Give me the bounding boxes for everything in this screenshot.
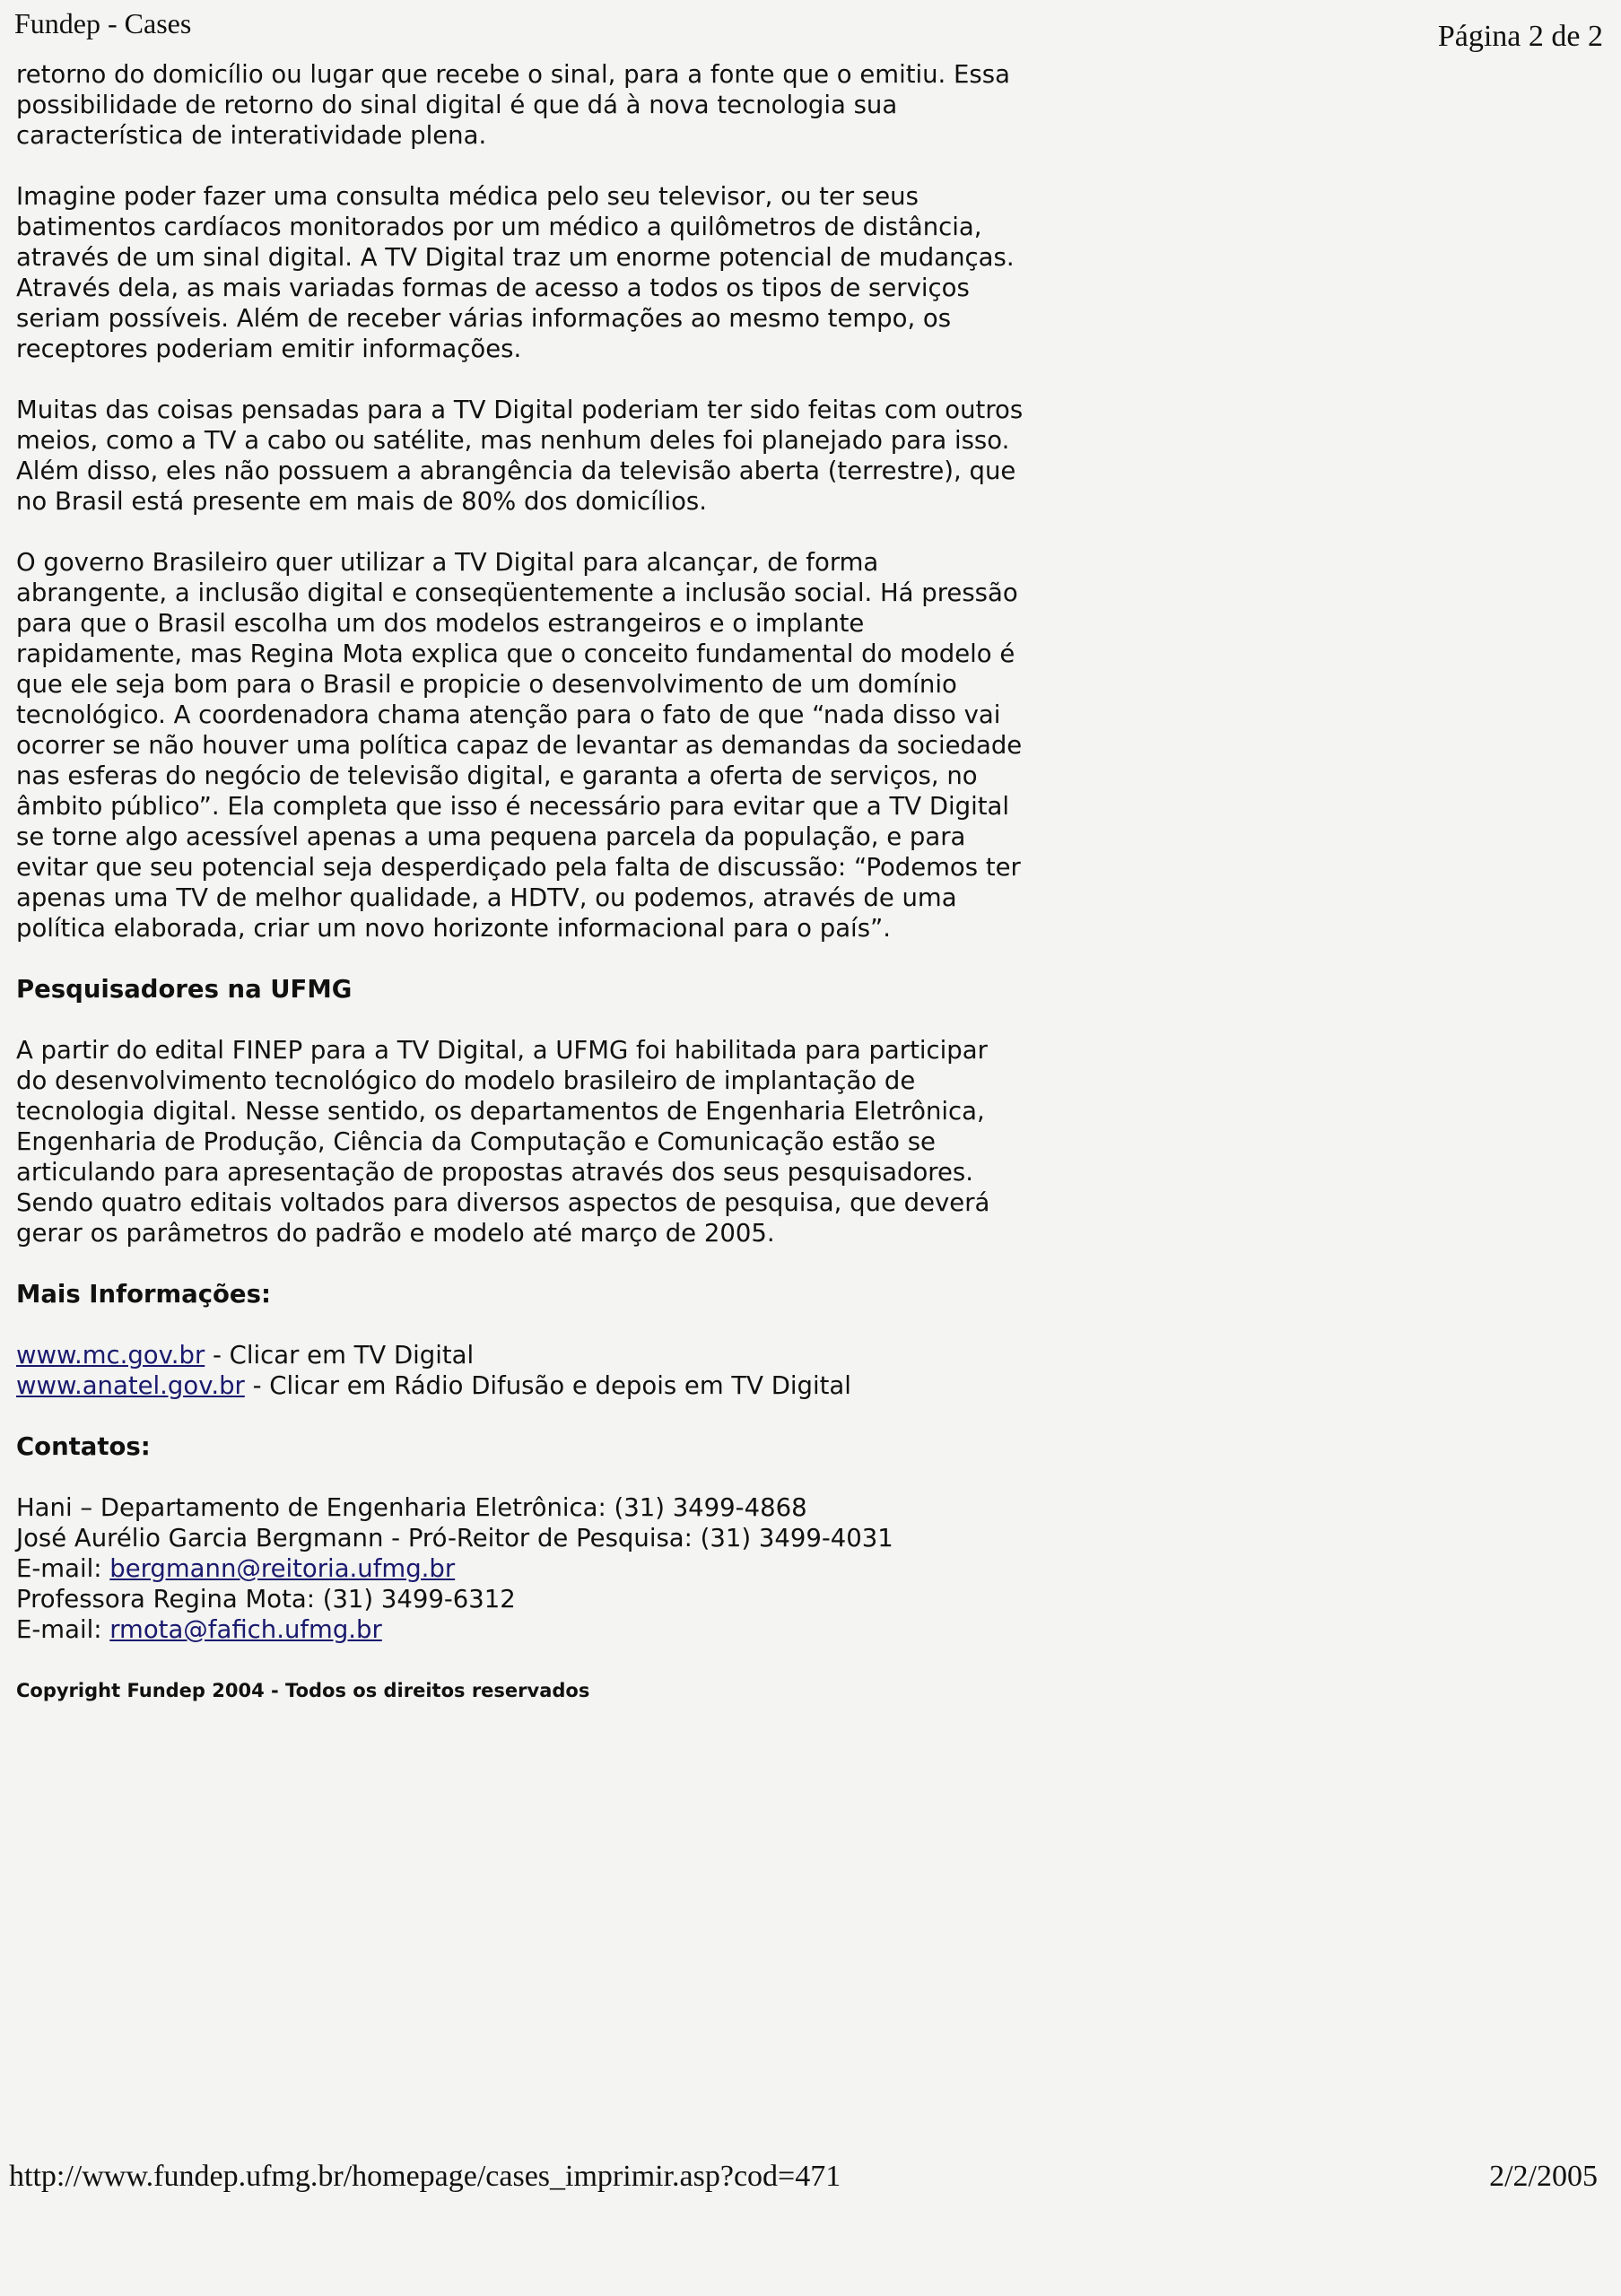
section-heading-ufmg: Pesquisadores na UFMG bbox=[16, 975, 353, 1004]
text-line: ocorrer se não houver uma política capaz de levantar as demandas da sociedade bbox=[16, 731, 1023, 760]
text-line: possibilidade de retorno do sinal digital é que dá à nova tecnologia sua bbox=[16, 91, 898, 119]
email-link-rmota[interactable]: rmota@fafich.ufmg.br bbox=[109, 1615, 382, 1644]
paragraph-4 bbox=[16, 547, 1075, 944]
text-line: apenas uma TV de melhor qualidade, a HDTV, ou podemos, através de uma bbox=[16, 883, 957, 912]
text-line: característica de interatividade plena. bbox=[16, 121, 487, 150]
text-line: que ele seja bom para o Brasil e propicie o desenvolvimento de um domínio bbox=[16, 670, 957, 699]
text-line: tecnológico. A coordenadora chama atenção para o fato de que “nada disso vai bbox=[16, 700, 1001, 729]
text-line: para que o Brasil escolha um dos modelos estrangeiros e o implante bbox=[16, 609, 865, 638]
contact-line: Professora Regina Mota: (31) 3499-6312 bbox=[16, 1585, 516, 1613]
text-line: abrangente, a inclusão digital e conseqüentemente a inclusão social. Há pressão bbox=[16, 578, 1018, 607]
text-line: evitar que seu potencial seja desperdiçado pela falta de discussão: “Podemos ter bbox=[16, 853, 1021, 882]
text-line: política elaborada, criar um novo horizonte informacional para o país”. bbox=[16, 914, 892, 943]
text-line: Sendo quatro editais voltados para diversos aspectos de pesquisa, que deverá bbox=[16, 1188, 990, 1217]
document-title: Fundep - Cases bbox=[14, 7, 192, 39]
text-line: batimentos cardíacos monitorados por um médico a quilômetros de distância, bbox=[16, 213, 982, 241]
text-line: meios, como a TV a cabo ou satélite, mas nenhum deles foi planejado para isso. bbox=[16, 426, 1010, 455]
email-label: E-mail: bbox=[16, 1615, 110, 1644]
text-line: Muitas das coisas pensadas para a TV Digital poderiam ter sido feitas com outros bbox=[16, 396, 1024, 424]
text-line: tecnologia digital. Nesse sentido, os departamentos de Engenharia Eletrônica, bbox=[16, 1097, 985, 1126]
email-link-bergmann[interactable]: bergmann@reitoria.ufmg.br bbox=[109, 1554, 456, 1583]
email-line bbox=[16, 1614, 1075, 1645]
contacts-block bbox=[16, 1492, 1075, 1645]
email-line bbox=[16, 1553, 1075, 1584]
paragraph-5 bbox=[16, 1035, 1075, 1248]
text-line: Engenharia de Produção, Ciência da Computação e Comunicação estão se bbox=[16, 1127, 936, 1156]
mc-gov-link[interactable]: www.mc.gov.br bbox=[16, 1341, 205, 1370]
paragraph-3 bbox=[16, 395, 1075, 517]
text-line: articulando para apresentação de propostas através dos seus pesquisadores. bbox=[16, 1158, 973, 1187]
text-line: através de um sinal digital. A TV Digital traz um enorme potencial de mudanças. bbox=[16, 243, 1015, 272]
contact-line: José Aurélio Garcia Bergmann - Pró-Reitor de Pesquisa: (31) 3499-4031 bbox=[16, 1524, 893, 1552]
link-line-mc bbox=[16, 1340, 1075, 1370]
text-line: O governo Brasileiro quer utilizar a TV Digital para alcançar, de forma bbox=[16, 548, 879, 577]
text-line: se torne algo acessível apenas a uma pequena parcela da população, e para bbox=[16, 822, 966, 851]
text-line: Além disso, eles não possuem a abrangência da televisão aberta (terrestre), que bbox=[16, 457, 1016, 485]
text-line: âmbito público”. Ela completa que isso é necessário para evitar que a TV Digital bbox=[16, 792, 1010, 821]
footer-url: http://www.fundep.ufmg.br/homepage/cases_imprimir.asp?cod=471 bbox=[9, 2160, 841, 2193]
footer-date: 2/2/2005 bbox=[1489, 2160, 1598, 2193]
paragraph-2 bbox=[16, 181, 1075, 364]
link-line-anatel bbox=[16, 1370, 1075, 1401]
paragraph-1 bbox=[16, 59, 1075, 151]
link-description: - Clicar em TV Digital bbox=[205, 1341, 475, 1370]
text-line: no Brasil está presente em mais de 80% dos domicílios. bbox=[16, 487, 707, 516]
anatel-gov-link[interactable]: www.anatel.gov.br bbox=[16, 1371, 245, 1400]
text-line: A partir do edital FINEP para a TV Digital, a UFMG foi habilitada para participar bbox=[16, 1036, 988, 1065]
email-label: E-mail: bbox=[16, 1554, 110, 1583]
text-line: nas esferas do negócio de televisão digital, e garanta a oferta de serviços, no bbox=[16, 761, 978, 790]
section-heading-info: Mais Informações: bbox=[16, 1280, 271, 1309]
copyright-notice: Copyright Fundep 2004 - Todos os direitos reservados bbox=[16, 1680, 590, 1701]
text-line: Através dela, as mais variadas formas de acesso a todos os tipos de serviços bbox=[16, 274, 970, 302]
text-line: do desenvolvimento tecnológico do modelo brasileiro de implantação de bbox=[16, 1066, 916, 1095]
links-block bbox=[16, 1340, 1075, 1401]
text-line: rapidamente, mas Regina Mota explica que o conceito fundamental do modelo é bbox=[16, 639, 1015, 668]
article-body bbox=[16, 59, 1075, 1706]
text-line: gerar os parâmetros do padrão e modelo até março de 2005. bbox=[16, 1219, 775, 1248]
page-number: Página 2 de 2 bbox=[1437, 20, 1603, 53]
text-line: seriam possíveis. Além de receber várias informações ao mesmo tempo, os bbox=[16, 304, 952, 333]
text-line: retorno do domicílio ou lugar que recebe o sinal, para a fonte que o emitiu. Essa bbox=[16, 60, 1010, 89]
text-line: Imagine poder fazer uma consulta médica pelo seu televisor, ou ter seus bbox=[16, 182, 919, 211]
link-description: - Clicar em Rádio Difusão e depois em TV Digital bbox=[244, 1371, 851, 1400]
text-line: receptores poderiam emitir informações. bbox=[16, 335, 522, 363]
section-heading-contacts: Contatos: bbox=[16, 1432, 151, 1461]
contact-line: Hani – Departamento de Engenharia Eletrônica: (31) 3499-4868 bbox=[16, 1493, 807, 1522]
